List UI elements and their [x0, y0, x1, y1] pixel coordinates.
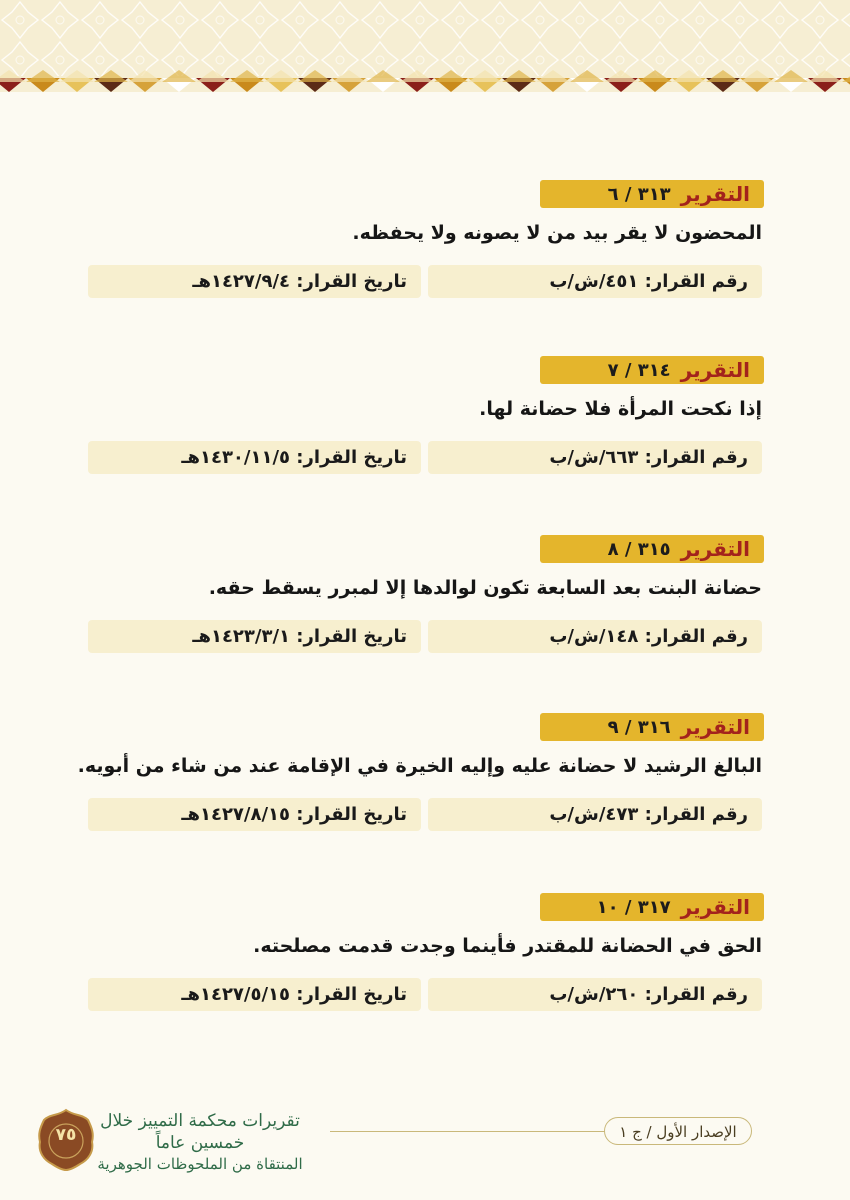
decision-number: رقم القرار: ٤٧٣/ش/ب: [428, 798, 762, 831]
entry-title-badge: [540, 713, 764, 741]
decision-date: تاريخ القرار: ١٤٢٧/٥/١٥هـ: [88, 978, 421, 1011]
title-number: ٣١٦ / ٩: [607, 716, 671, 738]
decision-number: رقم القرار: ٤٥١/ش/ب: [428, 265, 762, 298]
ruling-text: البالغ الرشيد لا حضانة عليه وإليه الخيرة في الإقامة عند من شاء من أبويه.: [77, 755, 762, 777]
title-number: ٣١٤ / ٧: [607, 359, 671, 381]
entry-title-badge: [540, 535, 764, 563]
ruling-entry: [0, 535, 850, 665]
geometric-pattern-icon: [0, 0, 850, 92]
title-word: التقرير: [680, 358, 750, 382]
title-number: ٣١٧ / ١٠: [596, 896, 671, 918]
title-number: ٣١٥ / ٨: [607, 538, 671, 560]
title-number: ٣١٣ / ٦: [607, 183, 671, 205]
title-word: التقرير: [680, 537, 750, 561]
title-word: التقرير: [680, 182, 750, 206]
ruling-text: الحق في الحضانة للمقتدر فأينما وجدت قدمت مصلحته.: [253, 935, 762, 957]
ruling-entry: [0, 356, 850, 486]
logo-line-2: المنتقاة من الملحوظات الجوهرية: [97, 1155, 303, 1173]
title-word: التقرير: [680, 715, 750, 739]
ruling-entry: [0, 893, 850, 1023]
page-number: ٧٥: [55, 1125, 77, 1145]
publication-logo: [92, 1110, 308, 1174]
decorative-header: [0, 0, 850, 92]
ruling-text: حضانة البنت بعد السابعة تكون لوالدها إلا لمبرر يسقط حقه.: [208, 577, 762, 599]
decision-number: رقم القرار: ٦٦٣/ش/ب: [428, 441, 762, 474]
ruling-entry: [0, 180, 850, 310]
decision-date: تاريخ القرار: ١٤٢٧/٨/١٥هـ: [88, 798, 421, 831]
logo-line-1: تقريرات محكمة التمييز خلال خمسين عاماً: [100, 1111, 300, 1153]
entry-title-badge: [540, 356, 764, 384]
entry-title-badge: [540, 180, 764, 208]
decision-date: تاريخ القرار: ١٤٢٧/٩/٤هـ: [88, 265, 421, 298]
ruling-text: المحضون لا يقر بيد من لا يصونه ولا يحفظه.: [352, 222, 762, 244]
title-word: التقرير: [680, 895, 750, 919]
ruling-entry: [0, 713, 850, 843]
entry-title-badge: [540, 893, 764, 921]
ruling-text: إذا نكحت المرأة فلا حضانة لها.: [479, 398, 762, 420]
decision-date: تاريخ القرار: ١٤٣٠/١١/٥هـ: [88, 441, 421, 474]
decision-number: رقم القرار: ١٤٨/ش/ب: [428, 620, 762, 653]
decision-date: تاريخ القرار: ١٤٢٣/٣/١هـ: [88, 620, 421, 653]
section-label: الإصدار الأول / ج ١: [604, 1117, 752, 1145]
decision-number: رقم القرار: ٢٦٠/ش/ب: [428, 978, 762, 1011]
